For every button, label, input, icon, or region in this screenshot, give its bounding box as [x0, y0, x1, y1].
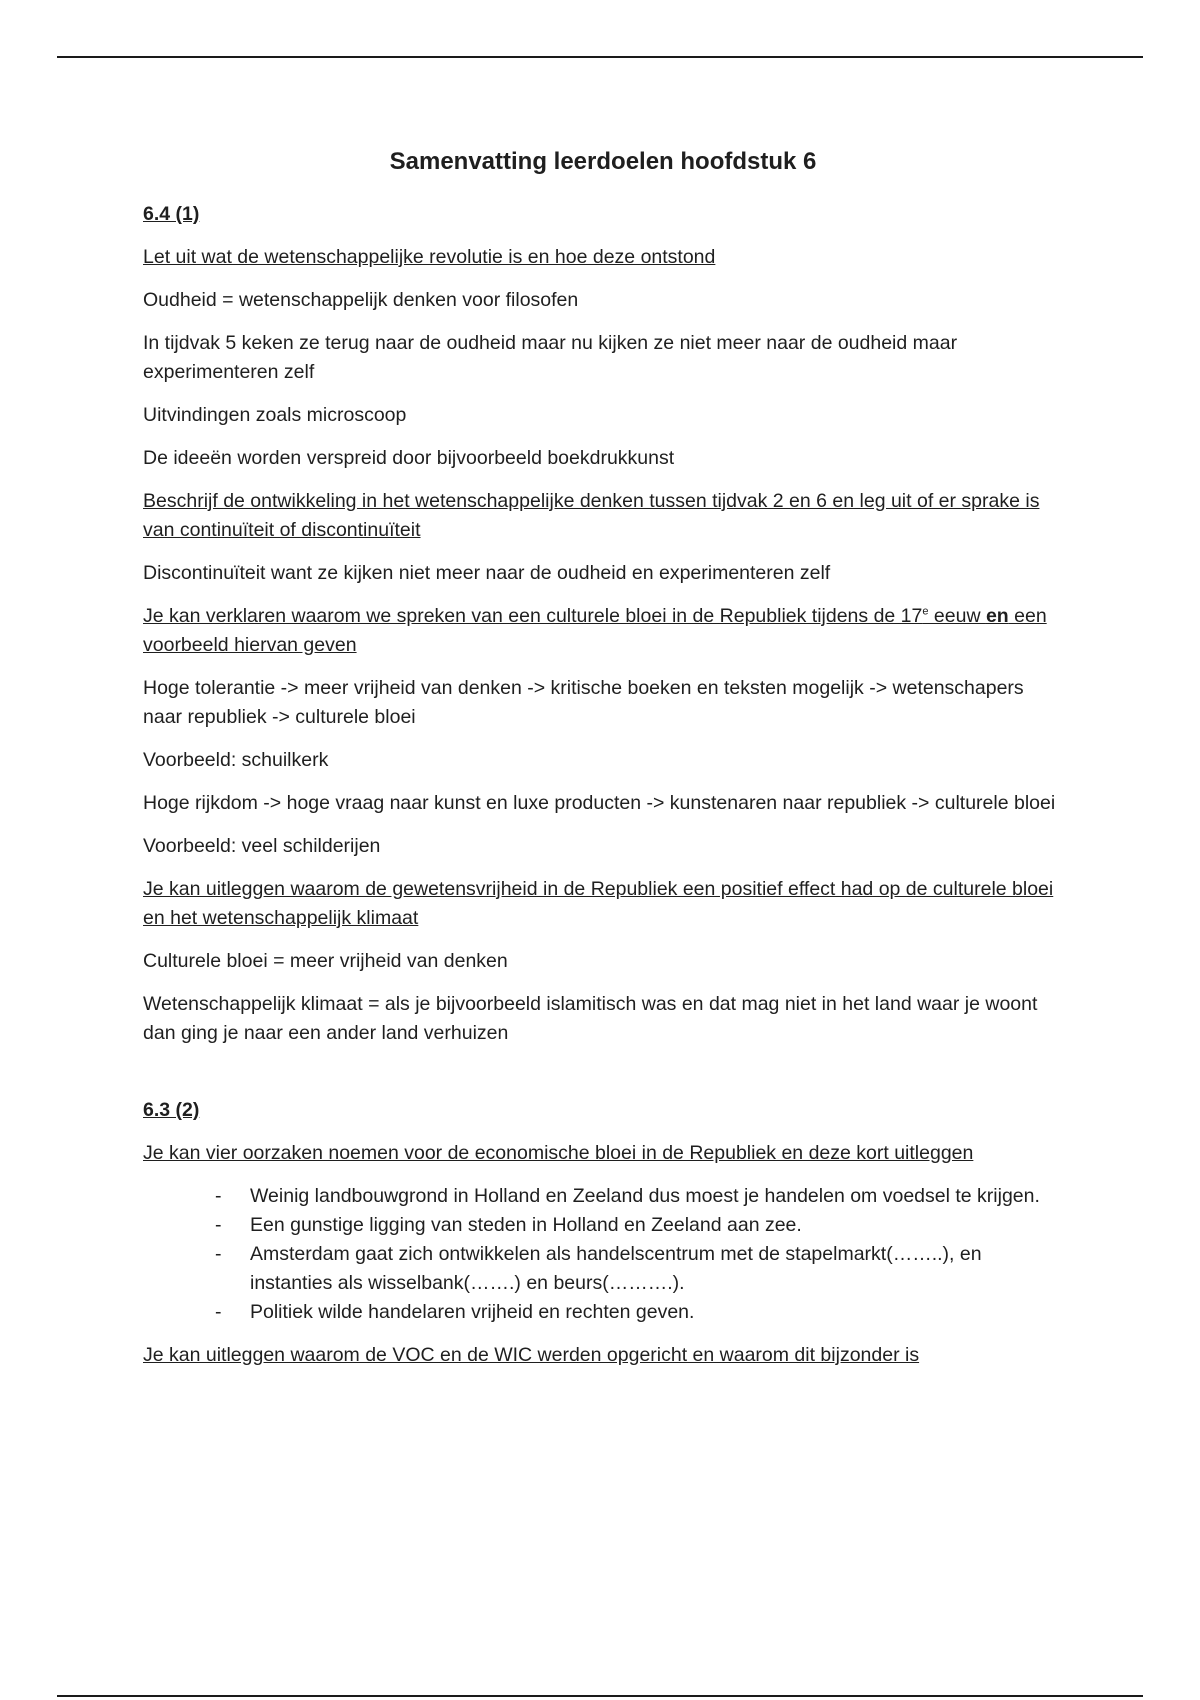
document-body	[143, 140, 1063, 1384]
learning-goal-question: Je kan uitleggen waarom de VOC en de WIC werden opgericht en waarom dit bijzonder is	[143, 1344, 920, 1366]
answer-paragraph: Wetenschappelijk klimaat = als je bijvoorbeeld islamitisch was en dat mag niet in het land waar je woont dan ging je naar een ander land verhuizen	[143, 993, 1038, 1044]
list-item	[215, 1298, 1063, 1327]
dash-bullet: -	[215, 1185, 222, 1207]
footer-rule	[57, 1695, 1143, 1697]
learning-goal-question: Beschrijf de ontwikkeling in het wetenschappelijke denken tussen tijdvak 2 en 6 en leg uit of er sprake is van continuïteit of discontinuïteit	[143, 490, 1040, 541]
answer-paragraph: In tijdvak 5 keken ze terug naar de oudheid maar nu kijken ze niet meer naar de oudheid maar experimenteren zelf	[143, 332, 958, 383]
answer-paragraph: Voorbeeld: veel schilderijen	[143, 835, 381, 857]
answer-paragraph: Discontinuïteit want ze kijken niet meer naar de oudheid en experimenteren zelf	[143, 562, 831, 584]
answer-paragraph: Hoge rijkdom -> hoge vraag naar kunst en luxe producten -> kunstenaren naar republiek -> culturele bloei	[143, 792, 1056, 814]
question-text: een voorbeeld hiervan geven	[143, 605, 1047, 656]
document-title: Samenvatting leerdoelen hoofdstuk 6	[389, 148, 817, 175]
question-text: eeuw	[928, 605, 986, 627]
answer-paragraph: De ideeën worden verspreid door bijvoorbeeld boekdrukkunst	[143, 447, 675, 469]
section-heading-6-4: 6.4 (1)	[143, 203, 200, 225]
dash-bullet: -	[215, 1214, 222, 1236]
learning-goal-question: Je kan vier oorzaken noemen voor de economische bloei in de Republiek en deze kort uitleggen	[143, 1142, 974, 1164]
question-text: Je kan verklaren waarom we spreken van een culturele bloei in de Republiek tijdens de 17	[143, 605, 923, 627]
list-item-text: Amsterdam gaat zich ontwikkelen als handelscentrum met de stapelmarkt(……..), en instanties als wisselbank(…….) en beurs(……….).	[250, 1243, 982, 1294]
header-rule	[57, 56, 1143, 58]
list-item	[215, 1211, 1063, 1240]
list-item-text: Weinig landbouwgrond in Holland en Zeeland dus moest je handelen om voedsel te krijgen.	[250, 1185, 1040, 1207]
answer-paragraph: Uitvindingen zoals microscoop	[143, 404, 407, 426]
list-item-text: Politiek wilde handelaren vrijheid en rechten geven.	[250, 1301, 695, 1323]
list-item	[215, 1182, 1063, 1211]
question-emphasis: en	[985, 605, 1009, 627]
list-item-text: Een gunstige ligging van steden in Holland en Zeeland aan zee.	[250, 1214, 802, 1236]
learning-goal-question	[143, 602, 1063, 660]
learning-goal-question: Je kan uitleggen waarom de gewetensvrijheid in de Republiek een positief effect had op de culturele bloei en het wetenschappelijk klimaat	[143, 878, 1054, 929]
list-item	[215, 1240, 1063, 1298]
answer-paragraph: Culturele bloei = meer vrijheid van denken	[143, 950, 508, 972]
superscript-ordinal: e	[922, 605, 929, 618]
answer-paragraph: Voorbeeld: schuilkerk	[143, 749, 329, 771]
dash-bullet: -	[215, 1243, 222, 1265]
answer-paragraph: Oudheid = wetenschappelijk denken voor filosofen	[143, 289, 579, 311]
section-heading-6-3: 6.3 (2)	[143, 1099, 200, 1121]
answer-paragraph: Hoge tolerantie -> meer vrijheid van denken -> kritische boeken en teksten mogelijk -> wetenschapers naar republiek -> culturele bloei	[143, 677, 1024, 728]
learning-goal-question: Let uit wat de wetenschappelijke revolutie is en hoe deze ontstond	[143, 246, 716, 268]
causes-list	[143, 1182, 1063, 1327]
dash-bullet: -	[215, 1301, 222, 1323]
